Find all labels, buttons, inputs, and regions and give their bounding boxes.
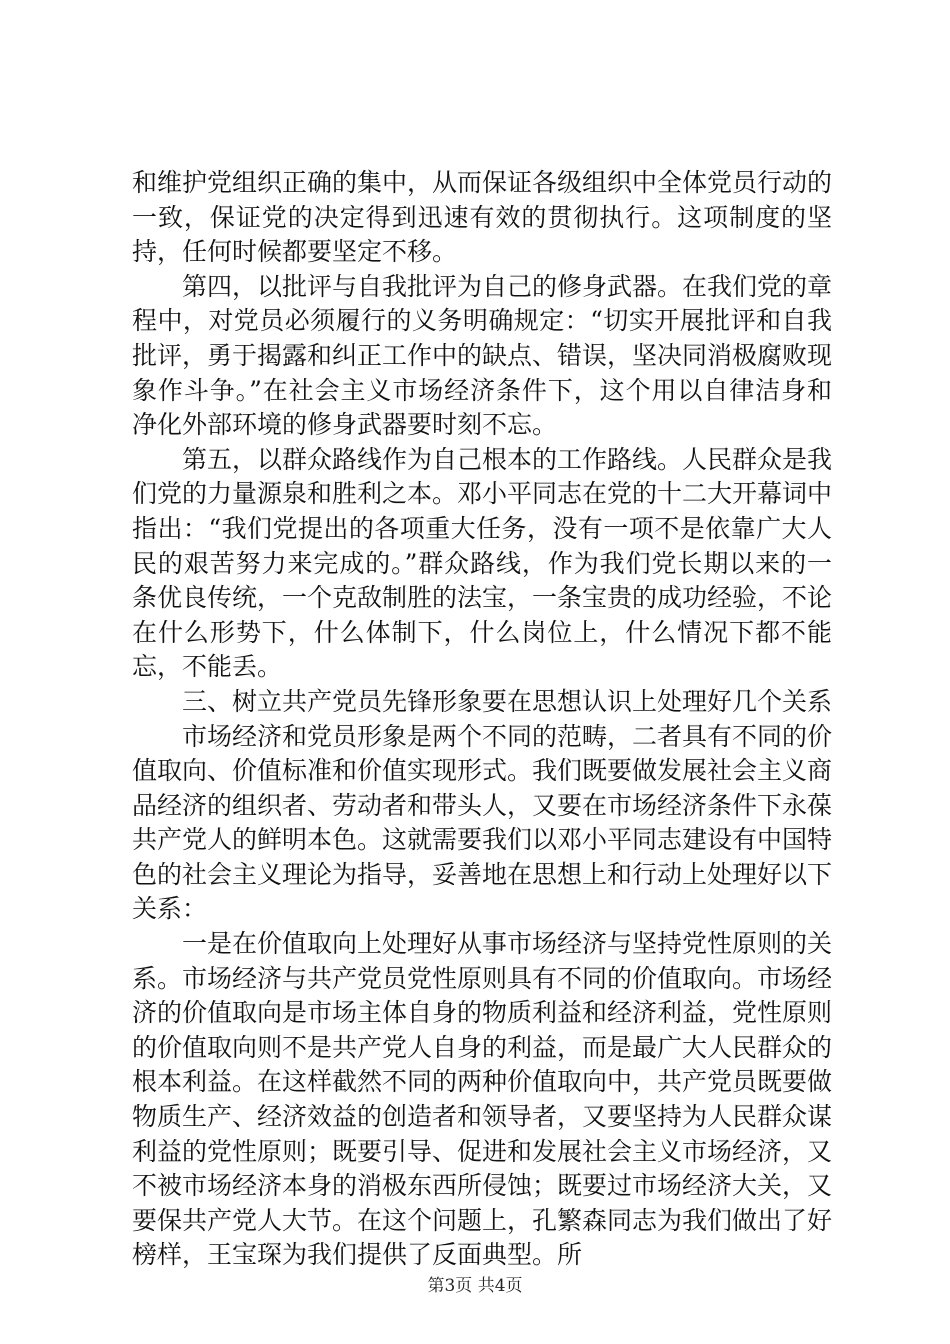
paragraph-fifth: 第五，以群众路线作为自己根本的工作路线。人民群众是我们党的力量源泉和胜利之本。邓小平同志在党的十二大开幕词中指出：“我们党提出的各项重大任务，没有一项不是依靠广大人民的艰苦努力来完成的。”群众路线，作为我们党长期以来的一条优良传统，一个克敌制胜的法宝，一条宝贵的成功经验，不论在什么形势下，什么体制下，什么岗位上，什么情况下都不能忘，不能丢。 [132,444,833,682]
paragraph-section-intro: 市场经济和党员形象是两个不同的范畴，二者具有不同的价值取向、价值标准和价值实现形式。我们既要做发展社会主义商品经济的组织者、劳动者和带头人，又要在市场经济条件下永葆共产党人的鲜明本色。这就需要我们以邓小平同志建设有中国特色的社会主义理论为指导，妥善地在思想上和行动上处理好以下关系： [132,721,833,924]
paragraph-fourth: 第四，以批评与自我批评为自己的修身武器。在我们党的章程中，对党员必须履行的义务明确规定：“切实开展批评和自我批评，勇于揭露和纠正工作中的缺点、错误，坚决同消极腐败现象作斗争。”在社会主义市场经济条件下，这个用以自律洁身和净化外部环境的修身武器要时刻不忘。 [132,271,833,440]
paragraph-first-relation: 一是在价值取向上处理好从事市场经济与坚持党性原则的关系。市场经济与共产党员党性原则具有不同的价值取向。市场经济的价值取向是市场主体自身的物质利益和经济利益，党性原则的价值取向则不是共产党人自身的利益，而是最广大人民群众的根本利益。在这样截然不同的两种价值取向中，共产党员既要做物质生产、经济效益的创造者和领导者，又要坚持为人民群众谋利益的党性原则；既要引导、促进和发展社会主义市场经济，又不被市场经济本身的消极东西所侵蚀；既要过市场经济大关，又要保共产党人大节。在这个问题上，孔繁森同志为我们做出了好榜样，王宝琛为我们提供了反面典型。所 [132,929,833,1270]
section-heading: 三、树立共产党员先锋形象要在思想认识上处理好几个关系 [182,686,833,716]
paragraph-continuation: 和维护党组织正确的集中，从而保证各级组织中全体党员行动的一致，保证党的决定得到迅速有效的贯彻执行。这项制度的坚持，任何时候都要坚定不移。 [132,168,833,267]
page-number-footer: 第3页 共4页 [427,1276,523,1296]
document-body [132,166,832,1273]
